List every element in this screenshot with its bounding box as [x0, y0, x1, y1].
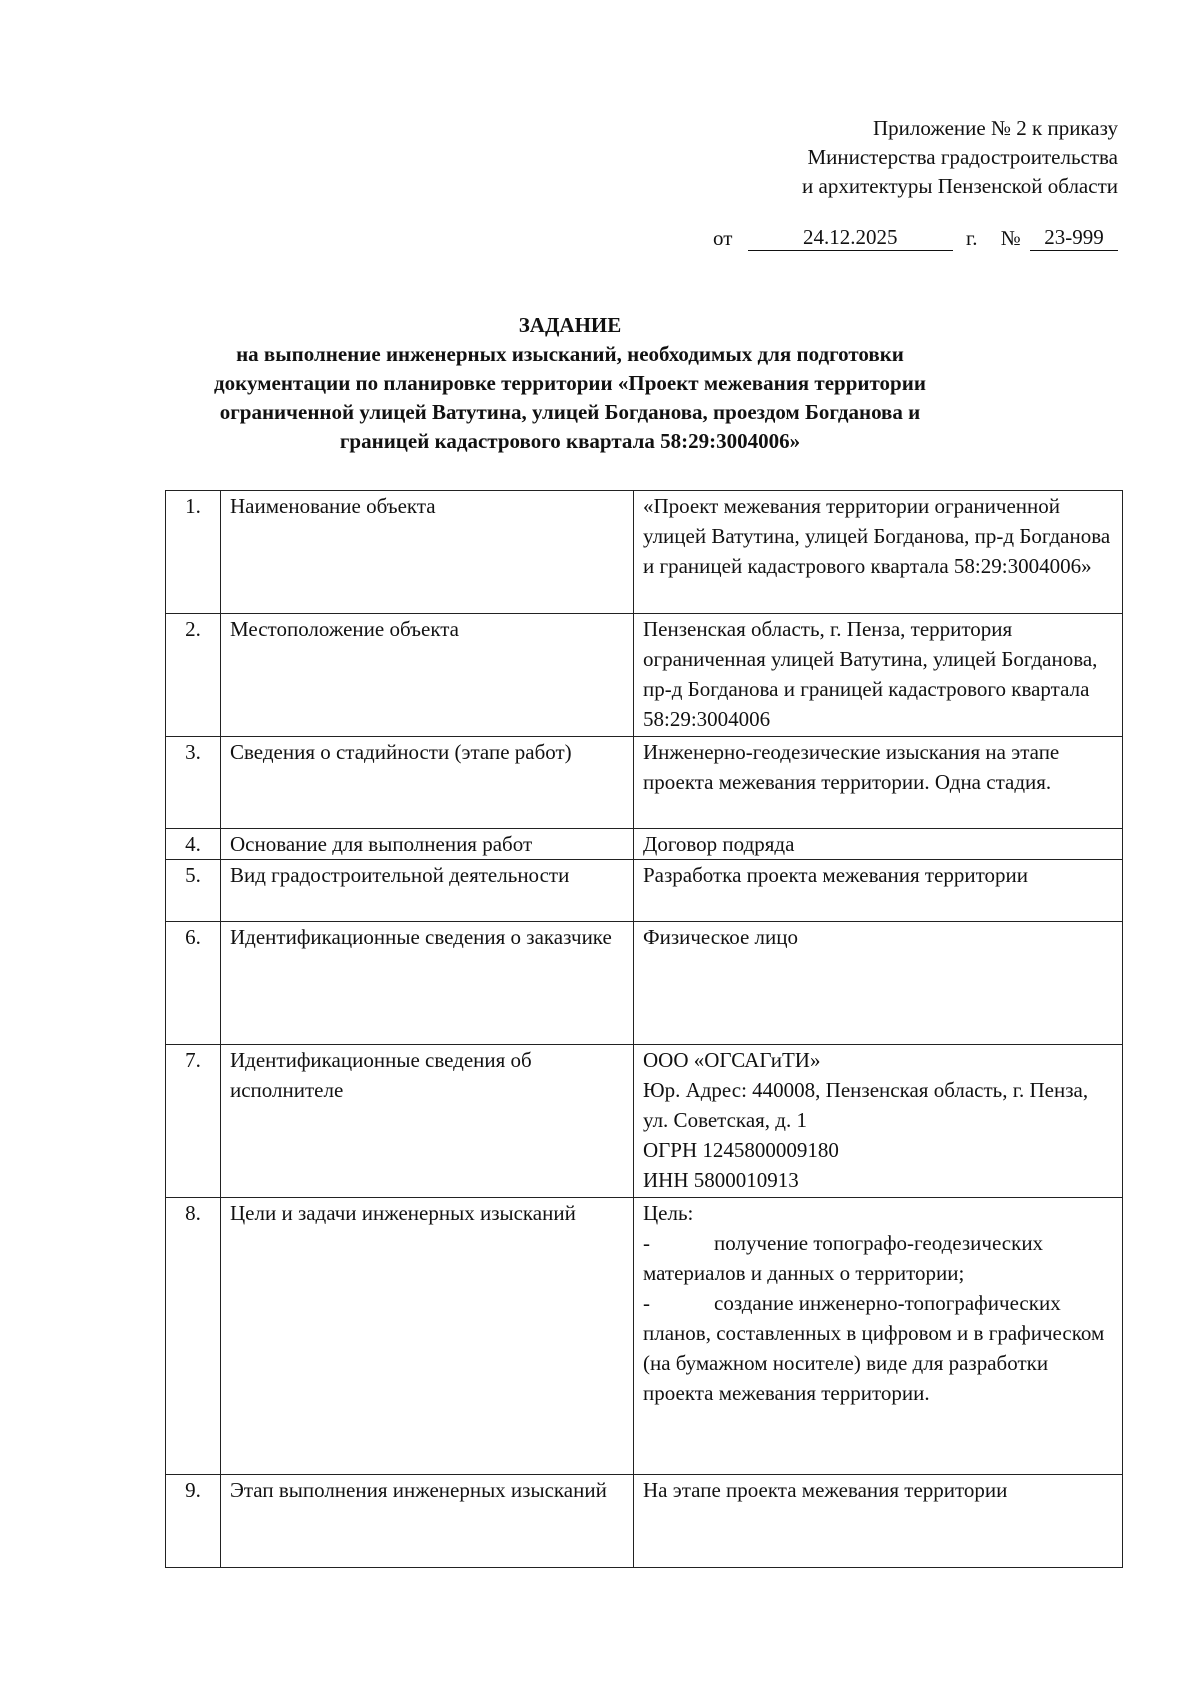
task-table: [165, 490, 1123, 1568]
bullet-dash: -: [643, 1291, 650, 1315]
table-row: [166, 922, 1123, 1045]
title-line: ограниченной улицей Ватутина, улицей Богданова, проездом Богданова и: [219, 400, 921, 424]
order-year-suffix: г.: [965, 226, 978, 250]
table-row: [166, 829, 1123, 860]
executor-ogrn: ОГРН 1245800009180: [643, 1138, 839, 1162]
row-label: Сведения о стадийности (этапе работ): [221, 737, 634, 829]
table-row: [166, 614, 1123, 737]
order-number-sign: №: [1000, 226, 1021, 250]
row-number: 3.: [166, 737, 221, 829]
goal-bullet: [643, 1228, 1116, 1288]
goal-label: Цель:: [643, 1201, 694, 1225]
table-row: [166, 860, 1123, 922]
bullet-text: создание инженерно-топографических планов, составленных в цифровом и в графическом (на бумажном носителе) виде для разработки проекта межевания территории.: [643, 1291, 1105, 1405]
title-heading: ЗАДАНИЕ: [518, 313, 622, 337]
title-line: границей кадастрового квартала 58:29:3004006»: [339, 429, 801, 453]
row-value: Договор подряда: [634, 829, 1123, 860]
row-value: [634, 1198, 1123, 1475]
table-row: [166, 491, 1123, 614]
row-label: Этап выполнения инженерных изысканий: [221, 1475, 634, 1568]
order-reference: [713, 224, 1118, 251]
row-value: Инженерно-геодезические изыскания на этапе проекта межевания территории. Одна стадия.: [634, 737, 1123, 829]
title-line: документации по планировке территории «Проект межевания территории: [214, 371, 926, 395]
row-number: 7.: [166, 1045, 221, 1198]
document-title: [140, 311, 1000, 456]
appendix-line: Министерства градостроительства: [807, 145, 1118, 169]
table-row: [166, 1045, 1123, 1198]
row-label: Идентификационные сведения об исполнителе: [221, 1045, 634, 1198]
row-number: 9.: [166, 1475, 221, 1568]
title-line: на выполнение инженерных изысканий, необходимых для подготовки: [236, 342, 904, 366]
executor-inn: ИНН 5800010913: [643, 1168, 799, 1192]
row-label: Основание для выполнения работ: [221, 829, 634, 860]
row-number: 5.: [166, 860, 221, 922]
row-number: 6.: [166, 922, 221, 1045]
table-row: [166, 1198, 1123, 1475]
table-row: [166, 737, 1123, 829]
appendix-line: и архитектуры Пензенской области: [802, 174, 1118, 198]
row-value: «Проект межевания территории ограниченной улицей Ватутина, улицей Богданова, пр-д Богданова и границей кадастрового квартала 58:29:3004006»: [634, 491, 1123, 614]
executor-name: ООО «ОГСАГиТИ»: [643, 1048, 821, 1072]
row-label: Идентификационные сведения о заказчике: [221, 922, 634, 1045]
row-label: Наименование объекта: [221, 491, 634, 614]
row-value: На этапе проекта межевания территории: [634, 1475, 1123, 1568]
executor-address: Юр. Адрес: 440008, Пензенская область, г. Пенза, ул. Советская, д. 1: [643, 1078, 1089, 1132]
table-row: [166, 1475, 1123, 1568]
row-number: 8.: [166, 1198, 221, 1475]
row-label: Вид градостроительной деятельности: [221, 860, 634, 922]
row-label: Местоположение объекта: [221, 614, 634, 737]
row-number: 2.: [166, 614, 221, 737]
order-prefix: от: [713, 226, 733, 250]
row-label: Цели и задачи инженерных изысканий: [221, 1198, 634, 1475]
row-number: 4.: [166, 829, 221, 860]
bullet-dash: -: [643, 1231, 650, 1255]
row-value: Разработка проекта межевания территории: [634, 860, 1123, 922]
row-value: [634, 1045, 1123, 1198]
row-value: Пензенская область, г. Пенза, территория ограниченная улицей Ватутина, улицей Богданова, пр-д Богданова и границей кадастрового квартала 58:29:3004006: [634, 614, 1123, 737]
appendix-header: [598, 114, 1118, 201]
order-date: 24.12.2025: [748, 224, 953, 251]
order-number: 23-999: [1030, 224, 1118, 251]
row-number: 1.: [166, 491, 221, 614]
goal-bullet: [643, 1288, 1116, 1408]
appendix-line: Приложение № 2 к приказу: [873, 116, 1118, 140]
bullet-text: получение топографо-геодезических материалов и данных о территории;: [643, 1231, 1044, 1285]
row-value: Физическое лицо: [634, 922, 1123, 1045]
